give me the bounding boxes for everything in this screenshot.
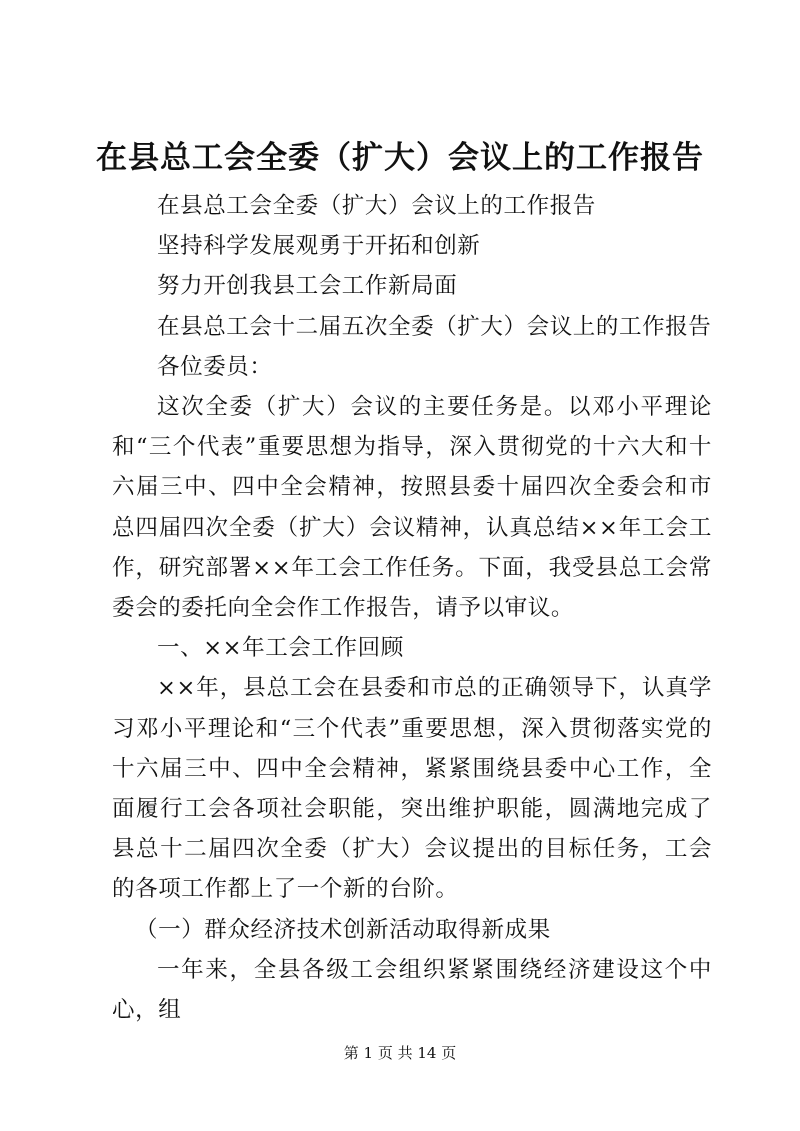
- page-footer: 第 1 页 共 14 页: [343, 1044, 457, 1062]
- paragraph-report-title: 在县总工会全委（扩大）会议上的工作报告: [157, 193, 596, 219]
- paragraph-subtitle-1: 坚持科学发展观勇于开拓和创新: [157, 233, 481, 260]
- document-body: [112, 186, 712, 1030]
- document-title: 在县总工会全委（扩大）会议上的工作报告: [96, 140, 704, 176]
- paragraph-innovation: 一年来，全县各级工会组织紧紧围绕经济建设这个中心，组: [112, 956, 712, 1024]
- subsection-heading-innovation: （一）群众经济技术创新活动取得新成果: [135, 916, 551, 943]
- paragraph-meeting-title: 在县总工会十二届五次全委（扩大）会议上的工作报告: [157, 313, 712, 340]
- paragraph-introduction: 这次全委（扩大）会议的主要任务是。以邓小平理论和“三个代表”重要思想为指导，深入贯彻党的十六大和十六届三中、四中全会精神，按照县委十届四次全委会和市总四届四次全委（扩大）会议精神，认真总结××年工会工作，研究部署××年工会工作任务。下面，我受县总工会常委会的委托向全会作工作报告，请予以审议。: [112, 394, 712, 622]
- paragraph-subtitle-2: 努力开创我县工会工作新局面: [157, 273, 458, 300]
- section-heading-review: 一、××年工会工作回顾: [157, 635, 404, 662]
- paragraph-salutation: 各位委员：: [157, 353, 273, 380]
- paragraph-review-summary: ××年，县总工会在县委和市总的正确领导下，认真学习邓小平理论和“三个代表”重要思想，深入贯彻落实党的十六届三中、四中全会精神，紧紧围绕县委中心工作，全面履行工会各项社会职能，突出维护职能，圆满地完成了县总十二届四次全委（扩大）会议提出的目标任务，工会的各项工作都上了一个新的台阶。: [112, 675, 712, 903]
